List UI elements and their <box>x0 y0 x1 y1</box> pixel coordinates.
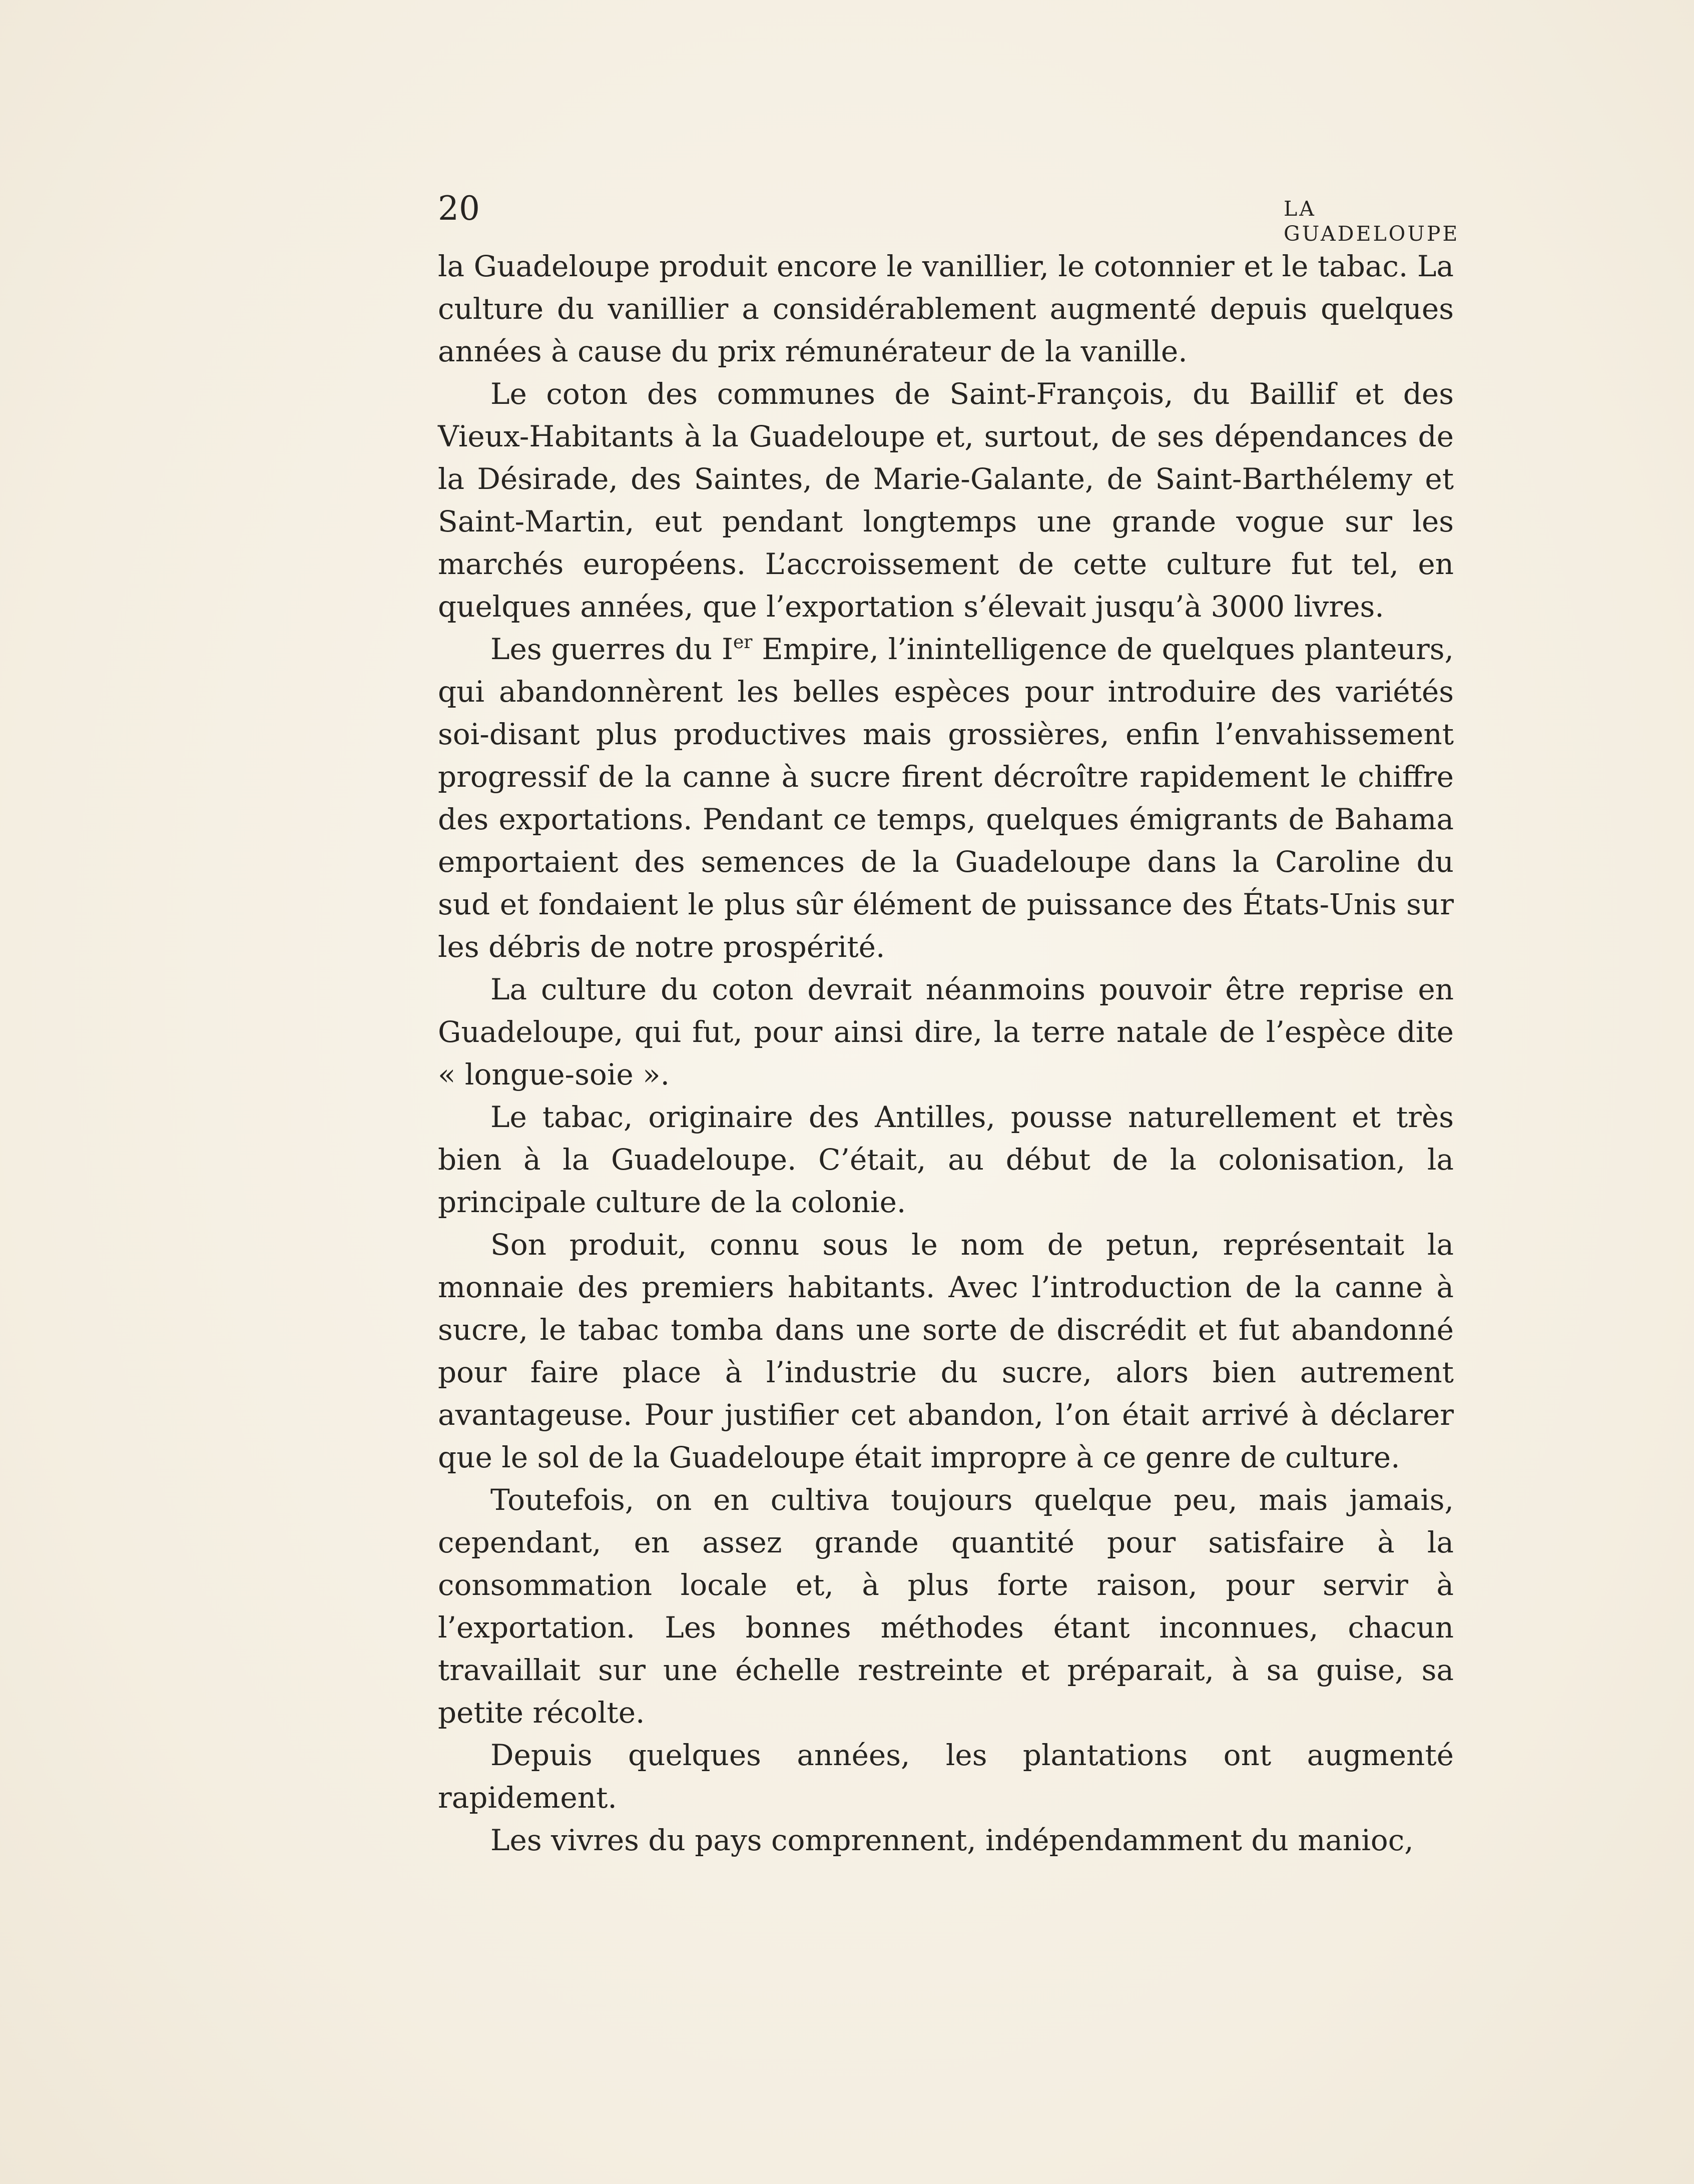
body-text <box>438 245 1454 1862</box>
paragraph-3-rest: Empire, l’inintelligence de quelques planteurs, qui abandonnèrent les belles espèces pour introduire des variétés soi-disant plus productives mais grossières, enfin l’envahissement progressif de la canne à sucre firent décroître rapidement le chiffre des exportations. Pendant ce temps, quelques émigrants de Bahama emportaient des semences de la Guadeloupe dans la Caroline du sud et fondaient le plus sûr élément de puissance des États-Unis sur les débris de notre prospérité. <box>438 632 1454 964</box>
paragraph-6: Son produit, connu sous le nom de petun, représentait la monnaie des premiers habitants. Avec l’introduction de la canne à sucre, le tabac tomba dans une sorte de discrédit et fut abandonné pour faire place à l’industrie du sucre, alors bien autrement avantageuse. Pour justifier cet abandon, l’on était arrivé à déclarer que le sol de la Guadeloupe était impropre à ce genre de culture. <box>438 1228 1454 1474</box>
ordinal-superscript: er <box>733 632 753 653</box>
page-number: 20 <box>438 189 480 228</box>
paragraph-8: Depuis quelques années, les plantations ont augmenté rapidement. <box>438 1738 1454 1815</box>
paragraph-2: Le coton des communes de Saint-François, du Baillif et des Vieux-Habitants à la Guadeloupe et, surtout, de ses dépendances de la Désirade, des Saintes, de Marie-Galante, de Saint-Barthélemy et Saint-Martin, eut pendant longtemps une grande vogue sur les marchés européens. L’accroissement de cette culture fut tel, en quelques années, que l’exportation s’élevait jusqu’à 3000 livres. <box>438 377 1454 624</box>
running-title: LA GUADELOUPE <box>1284 197 1460 246</box>
paragraph-1: la Guadeloupe produit encore le vanillier, le cotonnier et le tabac. La culture du vanillier a considérablement augmenté depuis quelques années à cause du prix rémunérateur de la vanille. <box>438 249 1454 368</box>
paragraph-5: Le tabac, originaire des Antilles, pousse naturellement et très bien à la Guadeloupe. C’était, au début de la colonisation, la principale culture de la colonie. <box>438 1100 1454 1219</box>
paragraph-3 <box>438 628 1454 968</box>
paragraph-7: Toutefois, on en cultiva toujours quelque peu, mais jamais, cependant, en assez grande quantité pour satisfaire à la consommation locale et, à plus forte raison, pour servir à l’exportation. Les bonnes méthodes étant inconnues, chacun travaillait sur une échelle restreinte et préparait, à sa guise, sa petite récolte. <box>438 1483 1454 1730</box>
page-header <box>438 186 1460 246</box>
paragraph-3-start: Les guerres du I <box>490 632 733 666</box>
paragraph-9: Les vivres du pays comprennent, indépendamment du manioc, <box>490 1823 1414 1857</box>
paragraph-4: La culture du coton devrait néanmoins pouvoir être reprise en Guadeloupe, qui fut, pour ainsi dire, la terre natale de l’espèce dite « longue-soie ». <box>438 972 1454 1091</box>
